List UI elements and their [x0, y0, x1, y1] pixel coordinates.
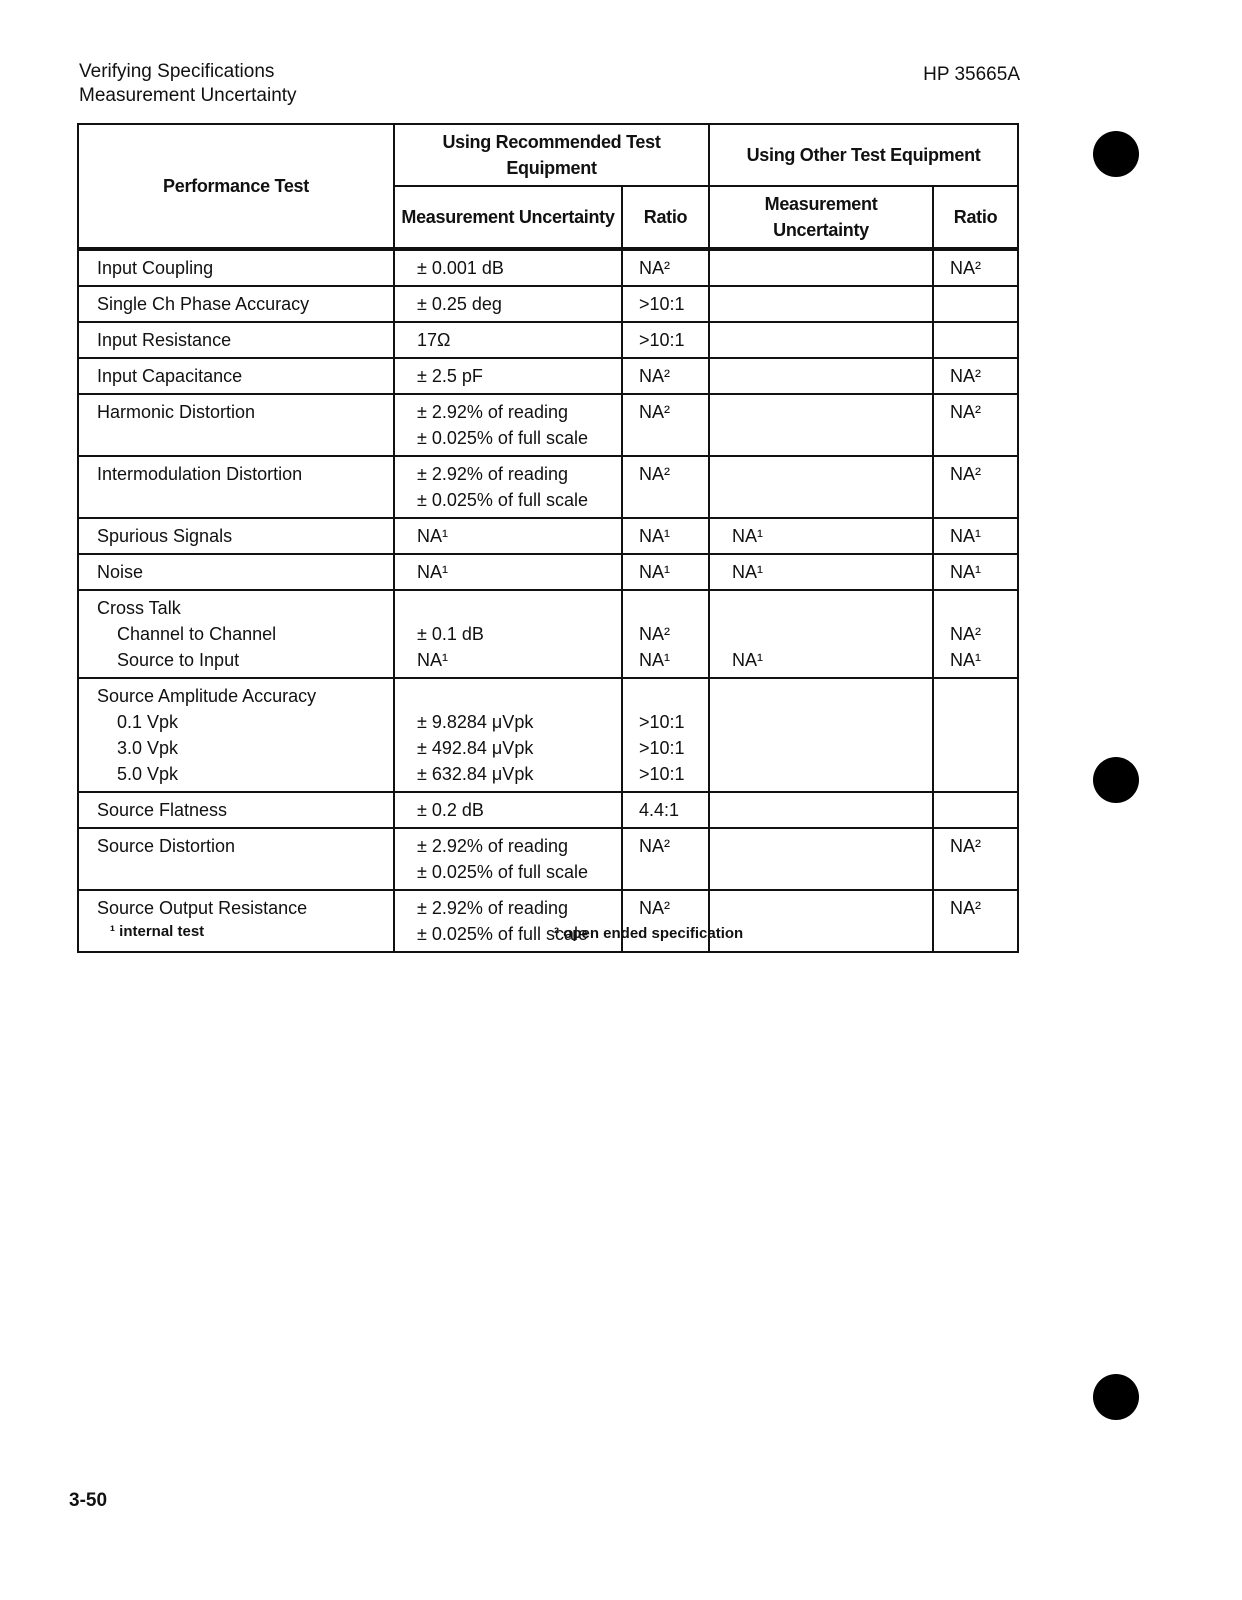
binder-hole-top — [1093, 131, 1139, 177]
table-row — [78, 358, 1018, 394]
test-name: Source Amplitude Accuracy — [97, 686, 317, 706]
rec-ratio: NA¹ — [639, 562, 670, 582]
table-row — [78, 828, 1018, 890]
rec-uncertainty-cell — [394, 518, 622, 554]
test-name-cell — [78, 554, 394, 590]
test-name: Input Coupling — [97, 258, 214, 278]
other-uncertainty-cell — [709, 554, 933, 590]
other-uncertainty-cell — [709, 518, 933, 554]
test-name-cell — [78, 394, 394, 456]
binder-hole-bottom — [1093, 1374, 1139, 1420]
other-uncertainty — [732, 621, 924, 647]
footnote-internal-test: ¹ internal test — [110, 923, 205, 940]
rec-uncertainty: ± 0.25 deg — [417, 294, 502, 314]
test-name: Input Resistance — [97, 330, 232, 350]
other-uncertainty: NA¹ — [732, 650, 764, 670]
table-row — [78, 518, 1018, 554]
rec-ratio: >10:1 — [639, 330, 685, 350]
rec-ratio — [639, 683, 700, 709]
test-name-cell — [78, 358, 394, 394]
rec-uncertainty-cell — [394, 890, 622, 952]
other-ratio: NA² — [950, 898, 982, 918]
rec-ratio-cell — [622, 456, 709, 518]
other-ratio: NA¹ — [950, 650, 982, 670]
other-ratio-cell — [933, 322, 1018, 358]
other-ratio-cell — [933, 456, 1018, 518]
other-ratio-cell — [933, 590, 1018, 678]
other-ratio-cell — [933, 554, 1018, 590]
test-name: Source Flatness — [97, 800, 228, 820]
rec-ratio-cell — [622, 554, 709, 590]
model-number: HP 35665A — [923, 64, 1020, 85]
test-name: Source Output Resistance — [97, 898, 308, 918]
test-name-cell — [78, 456, 394, 518]
rec-ratio: NA² — [639, 402, 670, 422]
rec-ratio: NA² — [639, 898, 670, 918]
page-number: 3-50 — [69, 1490, 108, 1511]
rec-uncertainty-cell — [394, 554, 622, 590]
other-uncertainty — [732, 595, 924, 621]
rec-uncertainty: NA¹ — [417, 650, 448, 670]
other-ratio-cell — [933, 358, 1018, 394]
rec-uncertainty-cell — [394, 678, 622, 792]
other-ratio-cell — [933, 828, 1018, 890]
other-ratio-cell — [933, 792, 1018, 828]
test-name: Source Distortion — [97, 836, 236, 856]
rec-ratio: NA¹ — [639, 526, 670, 546]
test-name: Intermodulation Distortion — [97, 464, 303, 484]
test-name: Harmonic Distortion — [97, 402, 256, 422]
other-ratio: NA² — [950, 836, 982, 856]
table-row — [78, 322, 1018, 358]
other-uncertainty-cell — [709, 792, 933, 828]
rec-ratio-cell — [622, 249, 709, 286]
test-name-cell — [78, 828, 394, 890]
rec-uncertainty: NA¹ — [417, 526, 448, 546]
other-ratio-cell — [933, 890, 1018, 952]
rec-ratio: NA² — [639, 258, 670, 278]
section-heading — [79, 60, 297, 108]
rec-ratio-cell — [622, 678, 709, 792]
other-ratio: NA² — [950, 402, 982, 422]
rec-uncertainty: ± 2.92% of reading — [417, 836, 568, 856]
rec-ratio: >10:1 — [639, 764, 685, 784]
other-uncertainty-cell — [709, 249, 933, 286]
other-ratio-cell — [933, 678, 1018, 792]
other-uncertainty-cell — [709, 394, 933, 456]
rec-uncertainty: ± 0.025% of full scale — [417, 924, 588, 944]
table-row — [78, 554, 1018, 590]
table-row — [78, 286, 1018, 322]
rec-ratio-cell — [622, 394, 709, 456]
other-uncertainty: NA¹ — [732, 526, 764, 546]
rec-uncertainty: 17Ω — [417, 330, 451, 350]
table-body — [78, 249, 1018, 952]
rec-uncertainty-cell — [394, 792, 622, 828]
test-name: Spurious Signals — [97, 526, 233, 546]
other-ratio: NA² — [950, 464, 982, 484]
test-name: 3.0 Vpk — [117, 738, 179, 758]
col-header-rec-ratio: Ratio — [622, 186, 709, 249]
rec-uncertainty: NA¹ — [417, 562, 448, 582]
test-name: Noise — [97, 562, 144, 582]
test-name: Channel to Channel — [117, 624, 277, 644]
other-uncertainty-cell — [709, 590, 933, 678]
rec-ratio — [639, 595, 700, 621]
other-uncertainty-cell — [709, 828, 933, 890]
group-header-other: Using Other Test Equipment — [709, 124, 1018, 186]
other-ratio: NA² — [950, 624, 982, 644]
rec-uncertainty-cell — [394, 322, 622, 358]
other-uncertainty-cell — [709, 456, 933, 518]
other-ratio: NA¹ — [950, 562, 982, 582]
other-uncertainty-cell — [709, 678, 933, 792]
other-uncertainty-cell — [709, 286, 933, 322]
other-ratio-cell — [933, 286, 1018, 322]
rec-ratio-cell — [622, 322, 709, 358]
other-uncertainty-cell — [709, 322, 933, 358]
table-row — [78, 590, 1018, 678]
rec-ratio-cell — [622, 358, 709, 394]
rec-ratio-cell — [622, 286, 709, 322]
other-ratio-cell — [933, 518, 1018, 554]
other-uncertainty-cell — [709, 890, 933, 952]
table-row — [78, 249, 1018, 286]
rec-uncertainty — [417, 595, 613, 621]
rec-uncertainty: ± 632.84 μVpk — [417, 764, 534, 784]
rec-uncertainty: ± 2.5 pF — [417, 366, 483, 386]
uncertainty-table — [77, 123, 1019, 953]
rec-uncertainty-cell — [394, 249, 622, 286]
rec-ratio: >10:1 — [639, 712, 685, 732]
rec-uncertainty: ± 0.001 dB — [417, 258, 504, 278]
section-subtitle: Measurement Uncertainty — [79, 85, 297, 106]
test-name-cell — [78, 792, 394, 828]
group-header-recommended: Using Recommended Test Equipment — [394, 124, 709, 186]
rec-ratio-cell — [622, 590, 709, 678]
other-ratio: NA² — [950, 366, 982, 386]
col-header-other-uncertainty: Measurement Uncertainty — [709, 186, 933, 249]
other-ratio-cell — [933, 394, 1018, 456]
rec-ratio: >10:1 — [639, 738, 685, 758]
other-ratio: NA¹ — [950, 526, 982, 546]
rec-ratio-cell — [622, 792, 709, 828]
rec-uncertainty: ± 0.025% of full scale — [417, 490, 588, 510]
rec-uncertainty: ± 0.2 dB — [417, 800, 484, 820]
test-name-cell — [78, 286, 394, 322]
rec-ratio: NA¹ — [639, 650, 670, 670]
test-name: Cross Talk — [97, 598, 181, 618]
rec-uncertainty — [417, 683, 613, 709]
section-title: Verifying Specifications — [79, 61, 275, 82]
rec-uncertainty: ± 2.92% of reading — [417, 402, 568, 422]
rec-uncertainty-cell — [394, 394, 622, 456]
table-row — [78, 678, 1018, 792]
test-name: 0.1 Vpk — [117, 712, 179, 732]
other-ratio: NA² — [950, 258, 982, 278]
other-ratio — [950, 595, 1009, 621]
test-name-cell — [78, 322, 394, 358]
test-name-cell — [78, 678, 394, 792]
col-header-performance-test: Performance Test — [78, 124, 394, 249]
test-name-cell — [78, 518, 394, 554]
test-name-cell — [78, 890, 394, 952]
test-name-cell — [78, 249, 394, 286]
table-row — [78, 890, 1018, 952]
other-ratio-cell — [933, 249, 1018, 286]
rec-ratio: NA² — [639, 836, 670, 856]
rec-ratio-cell — [622, 828, 709, 890]
rec-ratio: NA² — [639, 464, 670, 484]
rec-uncertainty-cell — [394, 456, 622, 518]
col-header-other-ratio: Ratio — [933, 186, 1018, 249]
rec-uncertainty: ± 2.92% of reading — [417, 898, 568, 918]
rec-uncertainty: ± 0.025% of full scale — [417, 428, 588, 448]
rec-ratio: 4.4:1 — [639, 800, 680, 820]
binder-hole-middle — [1093, 757, 1139, 803]
test-name-cell — [78, 590, 394, 678]
table-row — [78, 456, 1018, 518]
rec-uncertainty-cell — [394, 286, 622, 322]
rec-uncertainty-cell — [394, 828, 622, 890]
rec-uncertainty: ± 2.92% of reading — [417, 464, 568, 484]
rec-ratio: NA² — [639, 624, 670, 644]
test-name: Input Capacitance — [97, 366, 243, 386]
table-row — [78, 792, 1018, 828]
test-name: Source to Input — [117, 650, 240, 670]
rec-ratio-cell — [622, 518, 709, 554]
test-name: Single Ch Phase Accuracy — [97, 294, 310, 314]
rec-uncertainty: ± 9.8284 μVpk — [417, 712, 534, 732]
test-name: 5.0 Vpk — [117, 764, 179, 784]
rec-uncertainty: ± 492.84 μVpk — [417, 738, 534, 758]
other-uncertainty-cell — [709, 358, 933, 394]
footnote-open-ended: ² open ended specification — [554, 925, 744, 942]
rec-ratio-cell — [622, 890, 709, 952]
rec-uncertainty: ± 0.025% of full scale — [417, 862, 588, 882]
other-uncertainty: NA¹ — [732, 562, 764, 582]
rec-uncertainty: ± 0.1 dB — [417, 624, 484, 644]
table-row — [78, 394, 1018, 456]
rec-ratio: >10:1 — [639, 294, 685, 314]
rec-uncertainty-cell — [394, 590, 622, 678]
col-header-rec-uncertainty: Measurement Uncertainty — [394, 186, 622, 249]
rec-ratio: NA² — [639, 366, 670, 386]
rec-uncertainty-cell — [394, 358, 622, 394]
